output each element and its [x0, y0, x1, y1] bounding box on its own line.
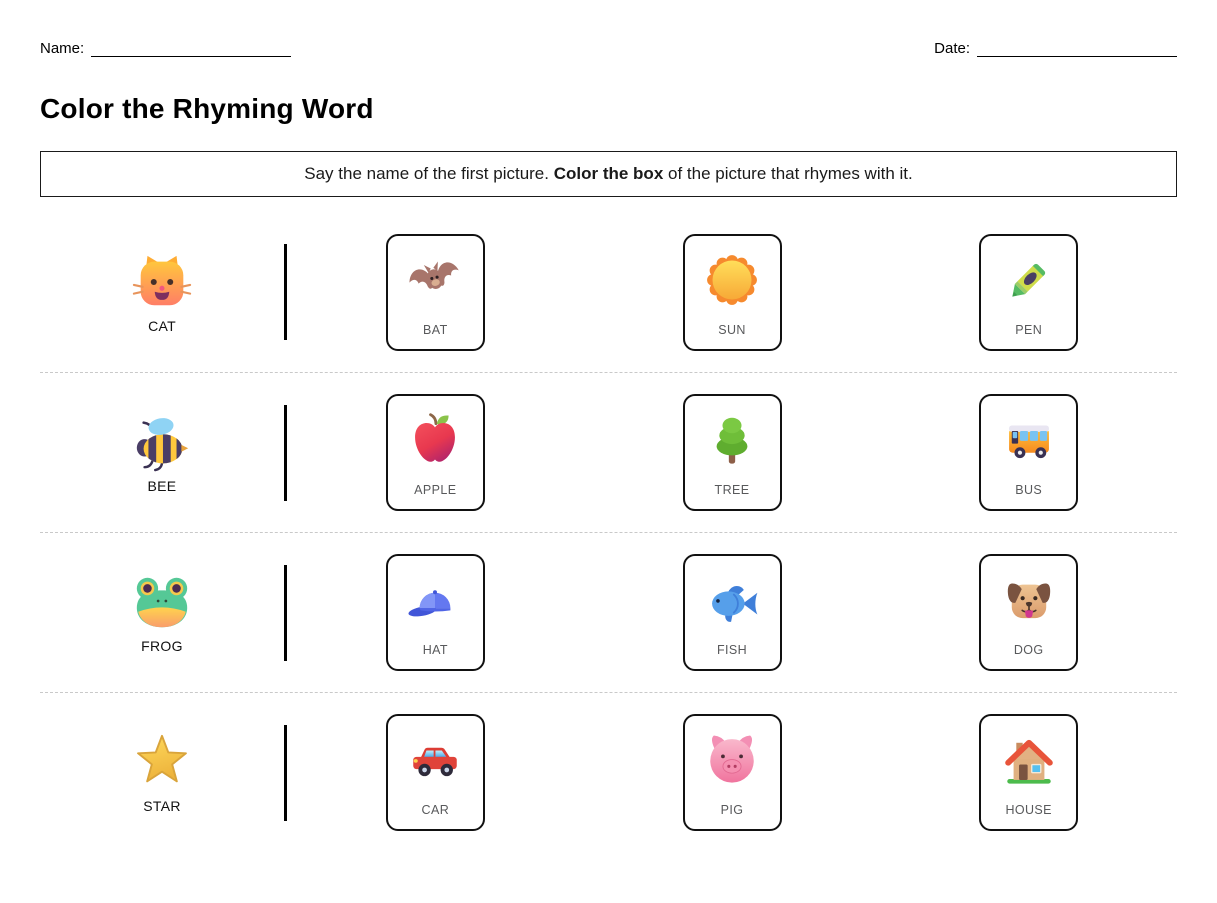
- lead-cell-bee: [40, 411, 284, 494]
- option-box-fish[interactable]: [683, 554, 782, 671]
- worksheet-row: [40, 532, 1177, 692]
- star-icon: [131, 731, 193, 793]
- option-label: BAT: [423, 322, 448, 337]
- option-label: SUN: [718, 322, 746, 337]
- worksheet-row: [40, 212, 1177, 372]
- option-box-car[interactable]: [386, 714, 485, 831]
- option-box-hat[interactable]: [386, 554, 485, 671]
- crayon-icon: [1000, 251, 1058, 309]
- option-label: FISH: [716, 643, 748, 657]
- option-box-dog[interactable]: [979, 554, 1078, 671]
- instruction-box: [40, 151, 1177, 197]
- lead-label: BEE: [147, 478, 177, 494]
- option-label: PEN: [1015, 322, 1043, 337]
- name-label: Name:: [40, 40, 85, 57]
- date-line[interactable]: [977, 42, 1177, 57]
- page-title: Color the Rhyming Word: [40, 93, 374, 124]
- worksheet-row: [40, 372, 1177, 532]
- option-box-house[interactable]: [979, 714, 1078, 831]
- lead-label: FROG: [141, 638, 183, 654]
- name-line[interactable]: [91, 42, 291, 57]
- sun-icon: [703, 251, 761, 309]
- options-group: [287, 714, 1177, 831]
- lead-cell-star: [40, 731, 284, 814]
- car-icon: [406, 731, 464, 789]
- lead-label: CAT: [148, 317, 176, 334]
- options-group: [287, 394, 1177, 511]
- pig-icon: [703, 731, 761, 789]
- instruction-bold: Color the box: [553, 164, 664, 183]
- tree-icon: [703, 411, 761, 469]
- option-box-sun[interactable]: [683, 234, 782, 351]
- instruction-text: [304, 164, 912, 184]
- bus-icon: [1000, 411, 1058, 469]
- option-label: HAT: [422, 643, 448, 657]
- house-icon: [1000, 731, 1058, 789]
- date-label: Date:: [934, 40, 970, 57]
- option-label: CAR: [421, 803, 450, 817]
- options-group: [287, 234, 1177, 351]
- lead-cell-cat: [40, 251, 284, 334]
- option-label: BUS: [1015, 483, 1043, 497]
- option-label: TREE: [714, 483, 750, 497]
- dog-icon: [1000, 571, 1058, 629]
- option-label: HOUSE: [1005, 803, 1052, 817]
- cap-icon: [406, 571, 464, 629]
- option-label: PIG: [720, 803, 744, 817]
- instruction-post: of the picture that rhymes with it.: [663, 164, 913, 183]
- apple-icon: [406, 411, 464, 469]
- option-box-tree[interactable]: [683, 394, 782, 511]
- instruction-pre: Say the name of the first picture.: [304, 164, 554, 183]
- worksheet-rows: [40, 212, 1177, 852]
- worksheet-row: [40, 692, 1177, 852]
- option-box-bus[interactable]: [979, 394, 1078, 511]
- fish-icon: [703, 571, 761, 629]
- name-field: [40, 40, 291, 57]
- option-box-apple[interactable]: [386, 394, 485, 511]
- option-box-pig[interactable]: [683, 714, 782, 831]
- option-box-pen[interactable]: [979, 234, 1078, 351]
- cat-icon: [131, 251, 193, 313]
- option-box-bat[interactable]: [386, 234, 485, 351]
- bee-icon: [131, 411, 193, 473]
- options-group: [287, 554, 1177, 671]
- frog-icon: [131, 571, 193, 633]
- header-row: [40, 40, 1177, 57]
- bat-icon: [406, 251, 464, 309]
- lead-cell-frog: [40, 571, 284, 654]
- date-field: [934, 40, 1177, 57]
- option-label: DOG: [1013, 643, 1044, 657]
- option-label: APPLE: [414, 483, 457, 497]
- lead-label: STAR: [143, 798, 181, 814]
